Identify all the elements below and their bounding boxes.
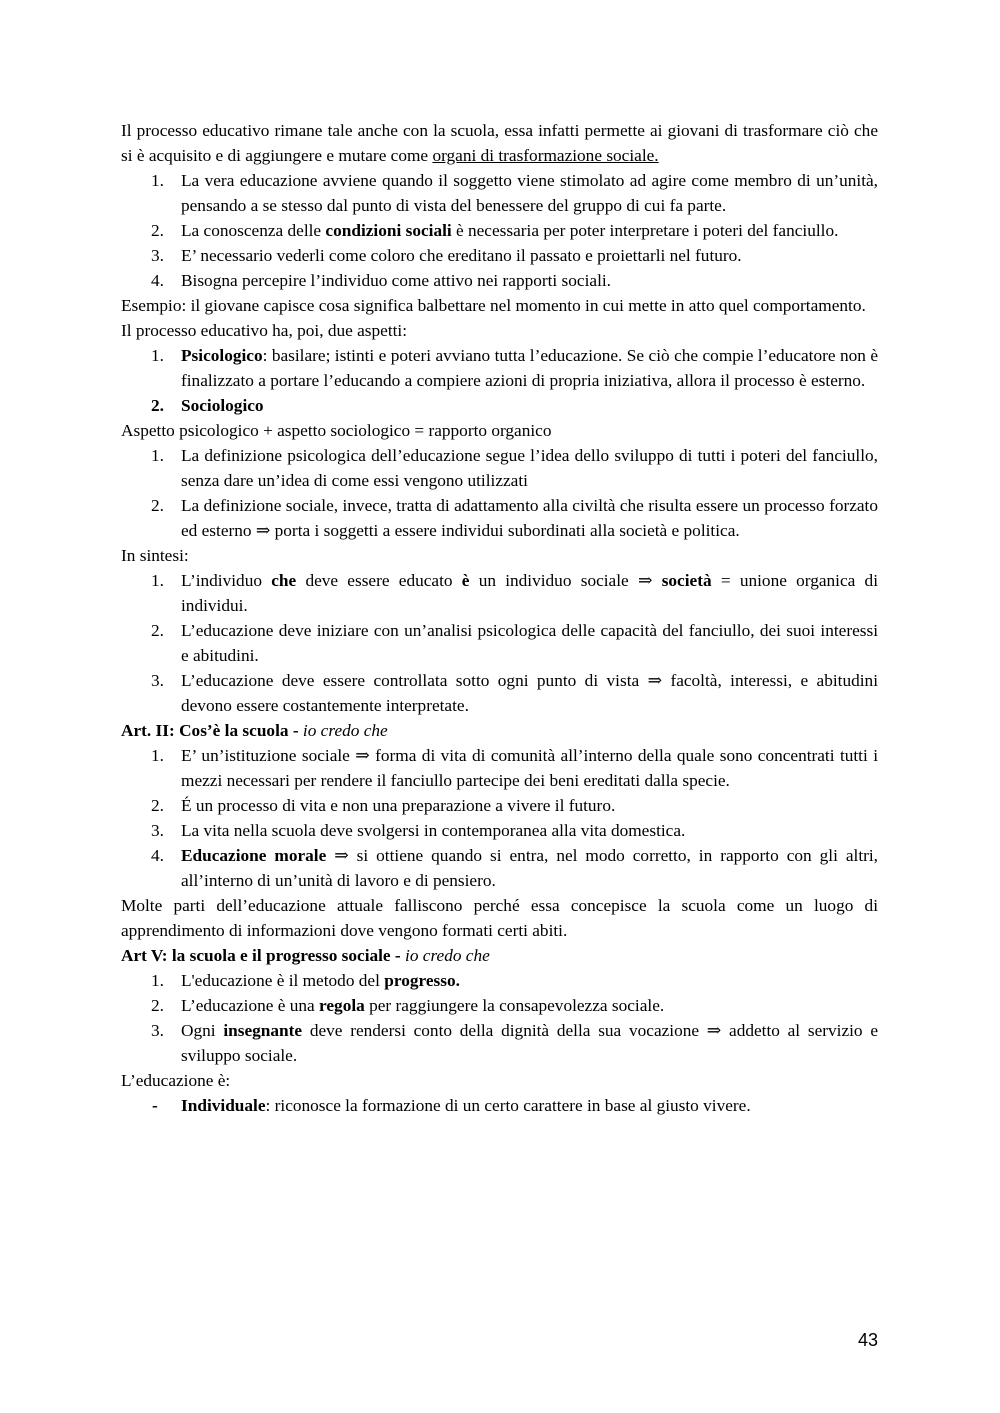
list-item xyxy=(181,843,878,893)
list-item: L’educazione deve iniziare con un’analisi psicologica delle capacità del fanciullo, dei suoi interessi e abitudini. xyxy=(181,621,878,665)
list-item: E’ un’istituzione sociale ⇒ forma di vita di comunità all’interno della quale sono concentrati tutti i mezzi necessari per rendere il fanciullo partecipe dei beni ereditati dalla specie. xyxy=(181,746,878,790)
section-heading-art2 xyxy=(121,718,878,743)
numbered-list-1 xyxy=(121,168,878,293)
list-item xyxy=(181,968,878,993)
document-page xyxy=(121,118,878,1118)
aspects-intro: Il processo educativo ha, poi, due aspetti: xyxy=(121,321,408,340)
numbered-list-5 xyxy=(121,743,878,893)
text-run: : basilare; istinti e poteri avviano tutta l’educazione. Se ciò che compie l’educatore non è finalizzato a portare l’educando a compiere azioni di propria iniziativa, allora il processo è esterno. xyxy=(181,346,878,390)
numbered-list-6 xyxy=(121,968,878,1068)
bold-term: insegnante xyxy=(223,1021,303,1040)
heading-bold: Art. II: Cos’è la scuola - xyxy=(121,721,303,740)
bold-term: che xyxy=(271,571,297,590)
list-item xyxy=(181,568,878,618)
numbered-list-2 xyxy=(121,343,878,418)
bold-term: Individuale xyxy=(181,1096,266,1115)
list-item: Bisogna percepire l’individuo come attivo nei rapporti sociali. xyxy=(181,271,611,290)
bold-term: Educazione morale xyxy=(181,846,327,865)
heading-italic: io credo che xyxy=(405,946,490,965)
list-item: La definizione psicologica dell’educazione segue l’idea dello sviluppo di tutti i poteri del fanciullo, senza dare un’idea di come essi vengono utilizzati xyxy=(181,446,878,490)
list-item xyxy=(181,1093,878,1118)
bold-term: progresso. xyxy=(384,971,460,990)
text-run: per raggiungere la consapevolezza sociale. xyxy=(364,996,665,1015)
dash-list xyxy=(121,1093,878,1118)
text-run: deve essere educato xyxy=(296,571,462,590)
intro-paragraph xyxy=(121,118,878,168)
text-run: L'educazione è il metodo del xyxy=(181,971,385,990)
text-run: = unione organica di individui. xyxy=(181,571,878,615)
list-item xyxy=(181,1018,878,1068)
list-item xyxy=(181,393,878,418)
page-number: 43 xyxy=(857,1330,878,1350)
text-run: è necessaria per poter interpretare i poteri del fanciullo. xyxy=(451,221,839,240)
bold-term: società xyxy=(661,571,712,590)
list-item: L’educazione deve essere controllata sotto ogni punto di vista ⇒ facoltà, interessi, e abitudini devono essere costantemente interpretate. xyxy=(181,671,878,715)
section-heading-art5 xyxy=(121,943,878,968)
list-item xyxy=(181,218,878,243)
intro-underlined: organi di trasformazione sociale. xyxy=(432,146,659,165)
list-item xyxy=(181,343,878,393)
list-item: La vita nella scuola deve svolgersi in contemporanea alla vita domestica. xyxy=(181,821,686,840)
list-item: La definizione sociale, invece, tratta di adattamento alla civiltà che risulta essere un processo forzato ed esterno ⇒ porta i soggetti a essere individui subordinati alla società e politica. xyxy=(181,496,878,540)
text-run: : riconosce la formazione di un certo carattere in base al giusto vivere. xyxy=(265,1096,751,1115)
text-run: deve rendersi conto della dignità della sua vocazione ⇒ addetto al servizio e sviluppo sociale. xyxy=(181,1021,878,1065)
text-run: Ogni xyxy=(181,1021,224,1040)
numbered-list-4 xyxy=(121,568,878,718)
intro-text: Il processo educativo rimane tale anche con la scuola, essa infatti permette ai giovani di trasformare ciò che si è acquisito e di aggiungere e mutare come xyxy=(121,121,878,165)
bold-term: regola xyxy=(319,996,365,1015)
example-paragraph: Esempio: il giovane capisce cosa significa balbettare nel momento in cui mette in atto quel comportamento. xyxy=(121,296,866,315)
text-run: L’educazione è una xyxy=(181,996,320,1015)
list-item xyxy=(181,993,878,1018)
text-run: La conoscenza delle xyxy=(181,221,326,240)
education-label: L’educazione è: xyxy=(121,1071,231,1090)
bold-term: è xyxy=(461,571,470,590)
bold-term: condizioni sociali xyxy=(325,221,452,240)
heading-italic: io credo che xyxy=(302,721,388,740)
bold-term: Sociologico xyxy=(181,396,264,415)
bold-term: Psicologico xyxy=(181,346,263,365)
summary-label: In sintesi: xyxy=(121,546,189,565)
text-run: L’individuo xyxy=(181,571,272,590)
text-run: un individuo sociale ⇒ xyxy=(469,571,662,590)
text-run: ⇒ si ottiene quando si entra, nel modo corretto, in rapporto con gli altri, all’interno di un’unità di lavoro e di pensiero. xyxy=(181,846,878,890)
list-item: La vera educazione avviene quando il soggetto viene stimolato ad agire come membro di un’unità, pensando a se stesso dal punto di vista del benessere del gruppo di cui fa parte. xyxy=(181,171,878,215)
list-item: É un processo di vita e non una preparazione a vivere il futuro. xyxy=(181,796,616,815)
numbered-list-3 xyxy=(121,443,878,543)
equation-line: Aspetto psicologico + aspetto sociologico = rapporto organico xyxy=(121,421,552,440)
failing-paragraph: Molte parti dell’educazione attuale falliscono perché essa concepisce la scuola come un luogo di apprendimento di informazioni dove vengono formati certi abiti. xyxy=(121,896,878,940)
heading-bold: Art V: la scuola e il progresso sociale - xyxy=(121,946,406,965)
list-item: E’ necessario vederli come coloro che ereditano il passato e proiettarli nel futuro. xyxy=(181,246,742,265)
